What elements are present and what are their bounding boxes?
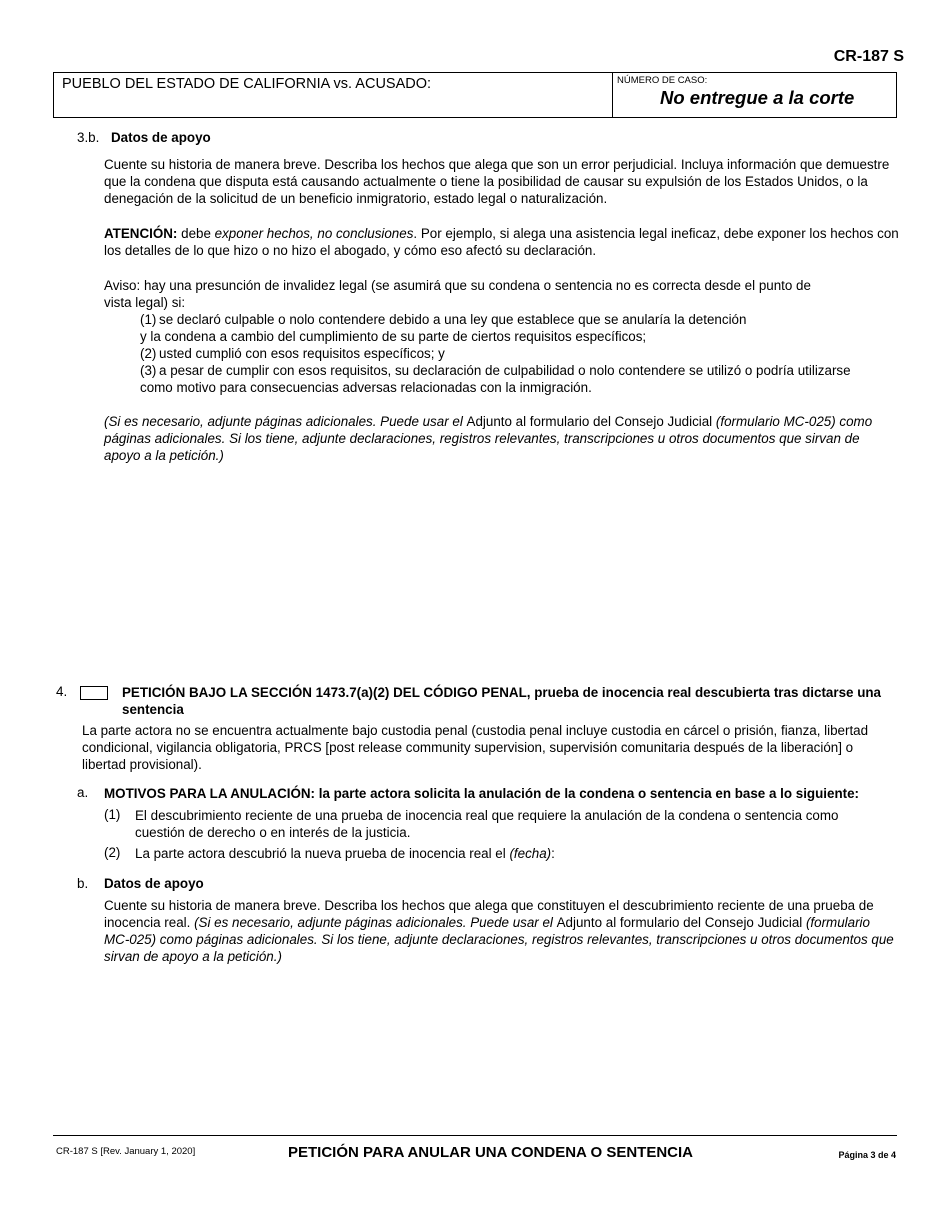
- b-form-name: Adjunto al formulario del Consejo Judicial: [556, 915, 803, 930]
- a2-colon: :: [551, 846, 555, 861]
- form-id: CR-187 S: [833, 48, 904, 65]
- b-italic-2: (formulario MC-025) como páginas adicionales. Si los tiene, adjunte declaraciones, registros relevantes, transcripciones u otros documentos que sirvan de apoyo a la petición.): [104, 915, 894, 964]
- section-3b-instructions: Cuente su historia de manera breve. Describa los hechos que alega que son un error perjudicial. Incluya información que demuestre que la condena que disputa está causando actualmente o tiene la posibilidad de causar su expulsión de los Estados Unidos, o la denegación de la solicitud de un beneficio inmigratorio, estado legal o naturalización.: [104, 157, 890, 206]
- section-3b-attention: [104, 225, 904, 259]
- section-4a-title: MOTIVOS PARA LA ANULACIÓN: la parte actora solicita la anulación de la condena o sentencia en base a lo siguiente:: [104, 786, 859, 801]
- caption-divider: [612, 73, 613, 117]
- section-4a2-text: [135, 845, 875, 862]
- b-text-1: Cuente su historia de manera breve. Describa los hechos que alega que constituyen el descubrimiento reciente de una prueba de inocencia real.: [104, 898, 874, 930]
- notice-line: (1) se declaró culpable o nolo contendere debido a una ley que establece que se anularía la detención: [140, 312, 747, 327]
- section-4-checkbox[interactable]: [80, 686, 108, 700]
- attention-label: ATENCIÓN:: [104, 226, 178, 241]
- footer-form-title: PETICIÓN PARA ANULAR UNA CONDENA O SENTENCIA: [288, 1144, 694, 1161]
- section-3b-title: Datos de apoyo: [111, 130, 211, 145]
- section-4b-text: [104, 897, 894, 965]
- attention-italic: exponer hechos, no conclusiones: [214, 226, 414, 241]
- section-4a1-number: (1): [104, 807, 121, 822]
- a2-date-label: (fecha): [509, 846, 552, 861]
- note-italic-1: (Si es necesario, adjunte páginas adicionales. Puede usar el: [104, 414, 467, 429]
- footer-rule: [53, 1135, 897, 1136]
- attention-mid: debe: [177, 226, 215, 241]
- note-form-name: Adjunto al formulario del Consejo Judicial: [466, 414, 713, 429]
- section-4a2-number: (2): [104, 845, 121, 860]
- caption-parties: PUEBLO DEL ESTADO DE CALIFORNIA vs. ACUSADO:: [62, 76, 432, 92]
- a2-text: La parte actora descubrió la nueva prueba de inocencia real el: [135, 846, 510, 861]
- notice-line: y la condena a cambio del cumplimiento de su parte de ciertos requisitos específicos;: [140, 329, 647, 344]
- section-3b-number: 3.b.: [77, 130, 100, 145]
- section-4-title: PETICIÓN BAJO LA SECCIÓN 1473.7(a)(2) DEL CÓDIGO PENAL, prueba de inocencia real descubierta tras dictarse una sentencia: [122, 685, 882, 717]
- section-4b-title: Datos de apoyo: [104, 876, 204, 891]
- caption-box: [53, 72, 897, 118]
- section-4b-letter: b.: [77, 876, 89, 891]
- section-4a-letter: a.: [77, 785, 89, 800]
- footer-page-number: Página 3 de 4: [838, 1150, 896, 1160]
- notice-line: como motivo para consecuencias adversas relacionadas con la inmigración.: [140, 380, 592, 395]
- attention-rest: . Por ejemplo, si alega una asistencia legal ineficaz, debe exponer los hechos con los detalles de lo que hizo o no hizo el abogado, y cómo eso afectó su declaración.: [104, 226, 899, 258]
- footer-form-revision: CR-187 S [Rev. January 1, 2020]: [56, 1146, 196, 1157]
- case-number-label: NÚMERO DE CASO:: [617, 75, 708, 86]
- notice-list: [140, 311, 900, 396]
- note-italic-2: (formulario MC-025) como páginas adicionales. Si los tiene, adjunte declaraciones, registros relevantes, transcripciones u otros documentos que sirvan de apoyo a la petición.): [104, 414, 873, 463]
- section-4-number: 4.: [56, 684, 68, 699]
- case-number-value: No entregue a la corte: [660, 87, 855, 108]
- notice-line: (2) usted cumplió con esos requisitos específicos; y: [140, 346, 445, 361]
- section-4a1-text: El descubrimiento reciente de una prueba de inocencia real que requiere la anulación de la condena o sentencia como cuestión de derecho o en interés de la justicia.: [135, 808, 839, 840]
- section-3b-notice: Aviso: hay una presunción de invalidez legal (se asumirá que su condena o sentencia no es correcta desde el punto de vista legal) si:: [104, 278, 811, 310]
- b-italic-1: (Si es necesario, adjunte páginas adicionales. Puede usar el: [194, 915, 557, 930]
- section-3b-attachment-note: [104, 413, 879, 464]
- section-4-intro: La parte actora no se encuentra actualmente bajo custodia penal (custodia penal incluye custodia en cárcel o prisión, fianza, libertad condicional, vigilancia obligatoria, PRCS [post release community supervision, supervisión comunitaria después de la liberación] o libertad provisional).: [82, 723, 869, 772]
- notice-line: (3) a pesar de cumplir con esos requisitos, su declaración de culpabilidad o nolo contendere se utilizó o podría utilizarse: [140, 363, 851, 378]
